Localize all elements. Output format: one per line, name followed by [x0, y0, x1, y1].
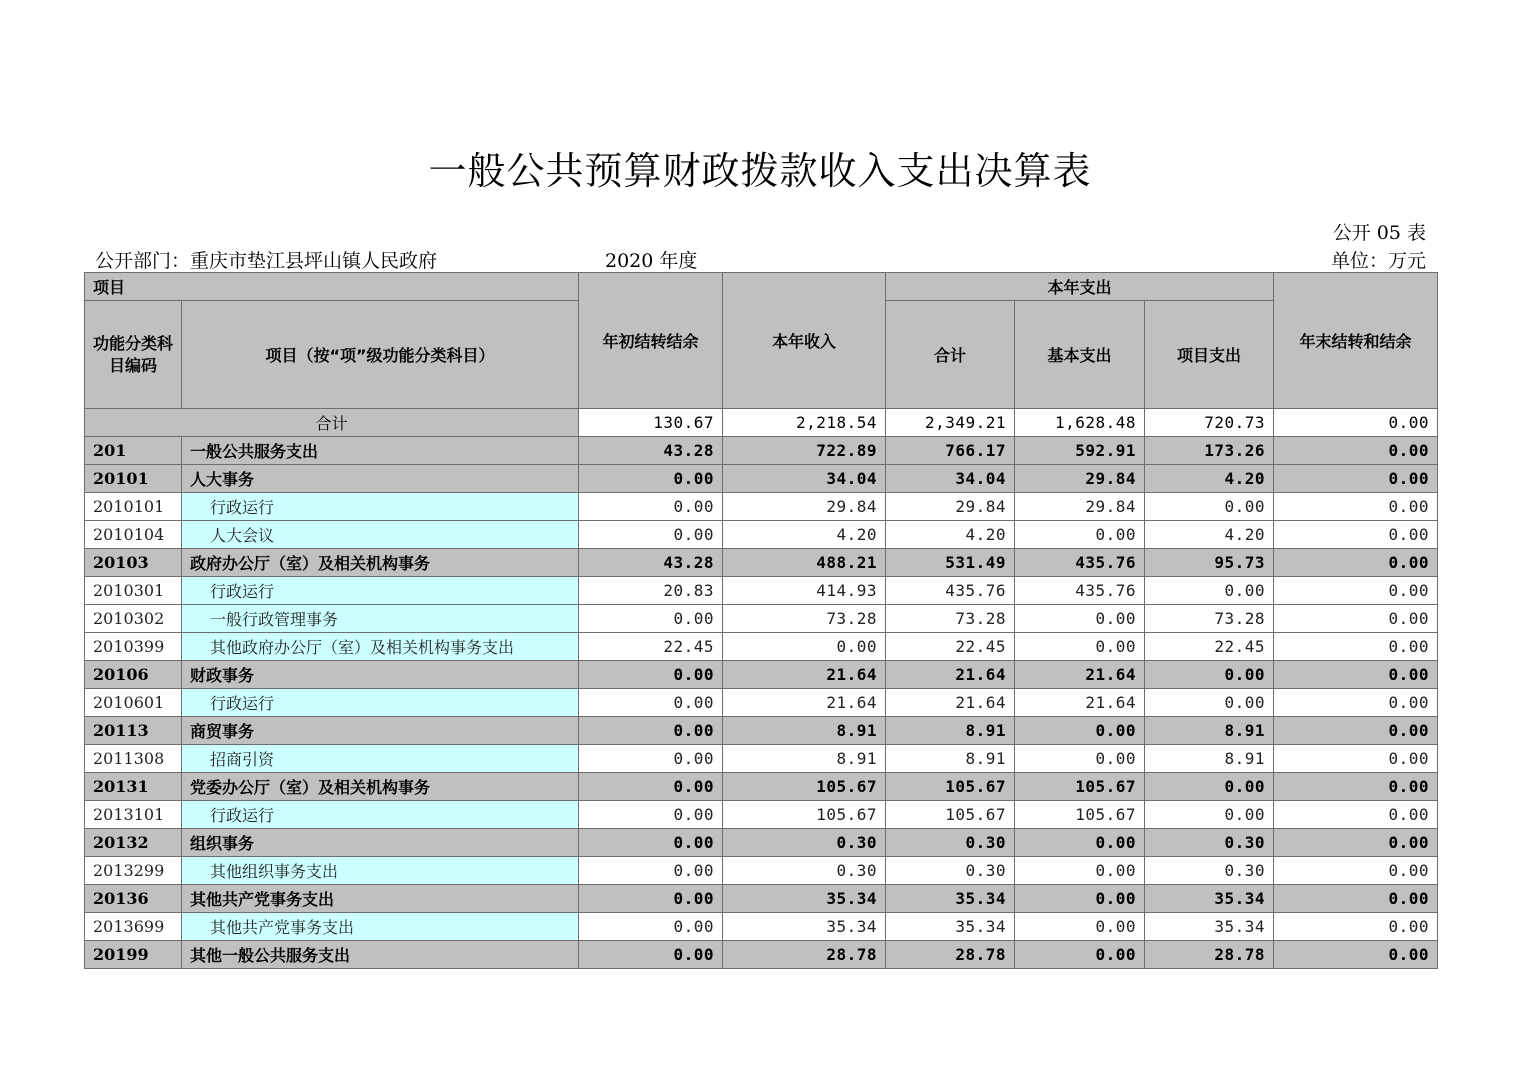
row-closing: 0.00 [1274, 633, 1438, 661]
row-opening: 0.00 [579, 829, 723, 857]
row-exp-basic: 29.84 [1015, 465, 1145, 493]
row-opening: 0.00 [579, 521, 723, 549]
row-closing: 0.00 [1274, 465, 1438, 493]
row-exp-basic: 0.00 [1015, 717, 1145, 745]
department-label: 公开部门：重庆市垫江县坪山镇人民政府 [95, 250, 438, 272]
row-exp-project: 0.00 [1145, 577, 1274, 605]
row-closing: 0.00 [1274, 689, 1438, 717]
page-title: 一般公共预算财政拨款收入支出决算表 [428, 149, 1092, 193]
row-exp-total: 8.91 [886, 745, 1015, 773]
table-row [85, 437, 1438, 465]
header-expense-group: 本年支出 [886, 273, 1274, 301]
row-code: 2011308 [85, 745, 182, 773]
row-name: 行政运行 [182, 493, 579, 521]
row-exp-project: 8.91 [1145, 717, 1274, 745]
row-exp-project: 35.34 [1145, 913, 1274, 941]
row-opening: 0.00 [579, 717, 723, 745]
row-exp-total: 0.30 [886, 857, 1015, 885]
row-opening: 0.00 [579, 773, 723, 801]
row-opening: 43.28 [579, 437, 723, 465]
row-exp-project: 0.30 [1145, 829, 1274, 857]
total-row [85, 409, 1438, 437]
row-exp-basic: 0.00 [1015, 605, 1145, 633]
row-income: 73.28 [723, 605, 886, 633]
row-exp-project: 73.28 [1145, 605, 1274, 633]
table-row [85, 493, 1438, 521]
table-row [85, 661, 1438, 689]
row-exp-basic: 0.00 [1015, 941, 1145, 969]
table-row [85, 745, 1438, 773]
row-name: 一般公共服务支出 [182, 437, 579, 465]
header-exp-basic: 基本支出 [1015, 301, 1145, 409]
row-income: 35.34 [723, 885, 886, 913]
total-closing: 0.00 [1274, 409, 1438, 437]
row-opening: 0.00 [579, 493, 723, 521]
row-code: 20132 [85, 829, 182, 857]
header-income: 本年收入 [723, 273, 886, 409]
row-exp-total: 4.20 [886, 521, 1015, 549]
row-income: 488.21 [723, 549, 886, 577]
row-exp-project: 0.00 [1145, 493, 1274, 521]
row-name: 行政运行 [182, 577, 579, 605]
row-opening: 0.00 [579, 465, 723, 493]
row-exp-total: 29.84 [886, 493, 1015, 521]
row-code: 20199 [85, 941, 182, 969]
row-code: 2010302 [85, 605, 182, 633]
total-exp-project: 720.73 [1145, 409, 1274, 437]
row-exp-basic: 0.00 [1015, 885, 1145, 913]
row-exp-project: 95.73 [1145, 549, 1274, 577]
table-row [85, 521, 1438, 549]
row-income: 21.64 [723, 689, 886, 717]
row-name: 组织事务 [182, 829, 579, 857]
row-code: 20136 [85, 885, 182, 913]
row-exp-basic: 0.00 [1015, 521, 1145, 549]
total-income: 2,218.54 [723, 409, 886, 437]
table-row [85, 773, 1438, 801]
row-exp-total: 766.17 [886, 437, 1015, 465]
unit-label: 单位：万元 [1330, 250, 1426, 272]
row-closing: 0.00 [1274, 885, 1438, 913]
table-row [85, 689, 1438, 717]
total-exp-basic: 1,628.48 [1015, 409, 1145, 437]
row-income: 29.84 [723, 493, 886, 521]
row-opening: 0.00 [579, 661, 723, 689]
row-code: 2013299 [85, 857, 182, 885]
row-code: 2013101 [85, 801, 182, 829]
table-row [85, 913, 1438, 941]
row-opening: 0.00 [579, 689, 723, 717]
row-exp-total: 435.76 [886, 577, 1015, 605]
row-exp-total: 531.49 [886, 549, 1015, 577]
row-exp-basic: 435.76 [1015, 549, 1145, 577]
header-closing-balance: 年末结转和结余 [1274, 273, 1438, 409]
row-name: 招商引资 [182, 745, 579, 773]
row-exp-project: 4.20 [1145, 465, 1274, 493]
row-exp-basic: 0.00 [1015, 829, 1145, 857]
row-exp-total: 105.67 [886, 773, 1015, 801]
row-name: 人大事务 [182, 465, 579, 493]
row-income: 105.67 [723, 801, 886, 829]
row-closing: 0.00 [1274, 521, 1438, 549]
row-exp-basic: 0.00 [1015, 913, 1145, 941]
table-row [85, 717, 1438, 745]
table-row [85, 829, 1438, 857]
header-opening-balance: 年初结转结余 [579, 273, 723, 409]
row-code: 2010601 [85, 689, 182, 717]
table-row [85, 605, 1438, 633]
row-opening: 0.00 [579, 941, 723, 969]
row-income: 8.91 [723, 745, 886, 773]
table-row [85, 857, 1438, 885]
row-exp-total: 21.64 [886, 661, 1015, 689]
row-code: 20101 [85, 465, 182, 493]
row-closing: 0.00 [1274, 549, 1438, 577]
header-exp-total: 合计 [886, 301, 1015, 409]
row-code: 2010301 [85, 577, 182, 605]
row-code: 201 [85, 437, 182, 465]
row-exp-basic: 21.64 [1015, 661, 1145, 689]
row-code: 20131 [85, 773, 182, 801]
row-closing: 0.00 [1274, 857, 1438, 885]
row-closing: 0.00 [1274, 801, 1438, 829]
row-opening: 0.00 [579, 745, 723, 773]
row-name: 商贸事务 [182, 717, 579, 745]
row-closing: 0.00 [1274, 437, 1438, 465]
row-name: 人大会议 [182, 521, 579, 549]
row-exp-basic: 0.00 [1015, 745, 1145, 773]
row-name: 行政运行 [182, 801, 579, 829]
row-exp-project: 8.91 [1145, 745, 1274, 773]
row-exp-project: 173.26 [1145, 437, 1274, 465]
table-row [85, 633, 1438, 661]
row-name: 政府办公厅（室）及相关机构事务 [182, 549, 579, 577]
row-code: 20113 [85, 717, 182, 745]
form-number: 公开 05 表 [1332, 222, 1426, 244]
row-exp-total: 28.78 [886, 941, 1015, 969]
row-exp-basic: 0.00 [1015, 633, 1145, 661]
row-name: 其他政府办公厅（室）及相关机构事务支出 [182, 633, 579, 661]
fiscal-year: 2020 年度 [605, 250, 698, 272]
total-opening: 130.67 [579, 409, 723, 437]
row-exp-basic: 435.76 [1015, 577, 1145, 605]
header-func-code: 功能分类科目编码 [85, 301, 182, 409]
row-income: 8.91 [723, 717, 886, 745]
row-exp-basic: 21.64 [1015, 689, 1145, 717]
row-exp-basic: 105.67 [1015, 773, 1145, 801]
row-exp-basic: 29.84 [1015, 493, 1145, 521]
row-exp-total: 105.67 [886, 801, 1015, 829]
table-row [85, 885, 1438, 913]
row-income: 35.34 [723, 913, 886, 941]
row-name: 党委办公厅（室）及相关机构事务 [182, 773, 579, 801]
row-name: 其他组织事务支出 [182, 857, 579, 885]
row-closing: 0.00 [1274, 661, 1438, 689]
row-exp-basic: 592.91 [1015, 437, 1145, 465]
table-row [85, 801, 1438, 829]
row-exp-project: 0.00 [1145, 801, 1274, 829]
row-income: 34.04 [723, 465, 886, 493]
row-income: 722.89 [723, 437, 886, 465]
row-code: 20106 [85, 661, 182, 689]
budget-table [84, 272, 1438, 969]
row-name: 行政运行 [182, 689, 579, 717]
header-project: 项目 [85, 273, 579, 301]
row-name: 其他一般公共服务支出 [182, 941, 579, 969]
row-opening: 22.45 [579, 633, 723, 661]
row-income: 21.64 [723, 661, 886, 689]
total-exp-total: 2,349.21 [886, 409, 1015, 437]
row-income: 0.30 [723, 857, 886, 885]
row-exp-project: 28.78 [1145, 941, 1274, 969]
row-income: 414.93 [723, 577, 886, 605]
row-opening: 20.83 [579, 577, 723, 605]
row-closing: 0.00 [1274, 717, 1438, 745]
row-closing: 0.00 [1274, 941, 1438, 969]
row-opening: 0.00 [579, 801, 723, 829]
row-closing: 0.00 [1274, 829, 1438, 857]
row-exp-basic: 0.00 [1015, 857, 1145, 885]
row-exp-project: 22.45 [1145, 633, 1274, 661]
table-row [85, 465, 1438, 493]
row-opening: 0.00 [579, 857, 723, 885]
row-name: 其他共产党事务支出 [182, 885, 579, 913]
row-income: 105.67 [723, 773, 886, 801]
row-income: 4.20 [723, 521, 886, 549]
row-closing: 0.00 [1274, 605, 1438, 633]
row-income: 0.30 [723, 829, 886, 857]
row-exp-total: 34.04 [886, 465, 1015, 493]
row-exp-project: 0.00 [1145, 661, 1274, 689]
row-income: 0.00 [723, 633, 886, 661]
row-exp-project: 0.00 [1145, 689, 1274, 717]
row-exp-project: 0.00 [1145, 773, 1274, 801]
row-code: 2010104 [85, 521, 182, 549]
row-opening: 0.00 [579, 913, 723, 941]
row-exp-basic: 105.67 [1015, 801, 1145, 829]
row-opening: 0.00 [579, 885, 723, 913]
row-code: 2010101 [85, 493, 182, 521]
table-row [85, 577, 1438, 605]
row-name: 其他共产党事务支出 [182, 913, 579, 941]
row-income: 28.78 [723, 941, 886, 969]
row-exp-project: 4.20 [1145, 521, 1274, 549]
row-code: 20103 [85, 549, 182, 577]
row-name: 财政事务 [182, 661, 579, 689]
row-code: 2013699 [85, 913, 182, 941]
row-exp-project: 0.30 [1145, 857, 1274, 885]
header-func-name: 项目（按“项”级功能分类科目） [182, 301, 579, 409]
row-closing: 0.00 [1274, 745, 1438, 773]
table-row [85, 549, 1438, 577]
row-exp-total: 21.64 [886, 689, 1015, 717]
table-row [85, 941, 1438, 969]
row-name: 一般行政管理事务 [182, 605, 579, 633]
total-label: 合计 [85, 409, 579, 437]
row-closing: 0.00 [1274, 577, 1438, 605]
row-exp-project: 35.34 [1145, 885, 1274, 913]
row-exp-total: 35.34 [886, 885, 1015, 913]
row-opening: 0.00 [579, 605, 723, 633]
row-exp-total: 0.30 [886, 829, 1015, 857]
row-exp-total: 22.45 [886, 633, 1015, 661]
row-exp-total: 8.91 [886, 717, 1015, 745]
row-closing: 0.00 [1274, 493, 1438, 521]
row-opening: 43.28 [579, 549, 723, 577]
header-exp-project: 项目支出 [1145, 301, 1274, 409]
row-closing: 0.00 [1274, 913, 1438, 941]
row-exp-total: 73.28 [886, 605, 1015, 633]
row-closing: 0.00 [1274, 773, 1438, 801]
row-exp-total: 35.34 [886, 913, 1015, 941]
row-code: 2010399 [85, 633, 182, 661]
